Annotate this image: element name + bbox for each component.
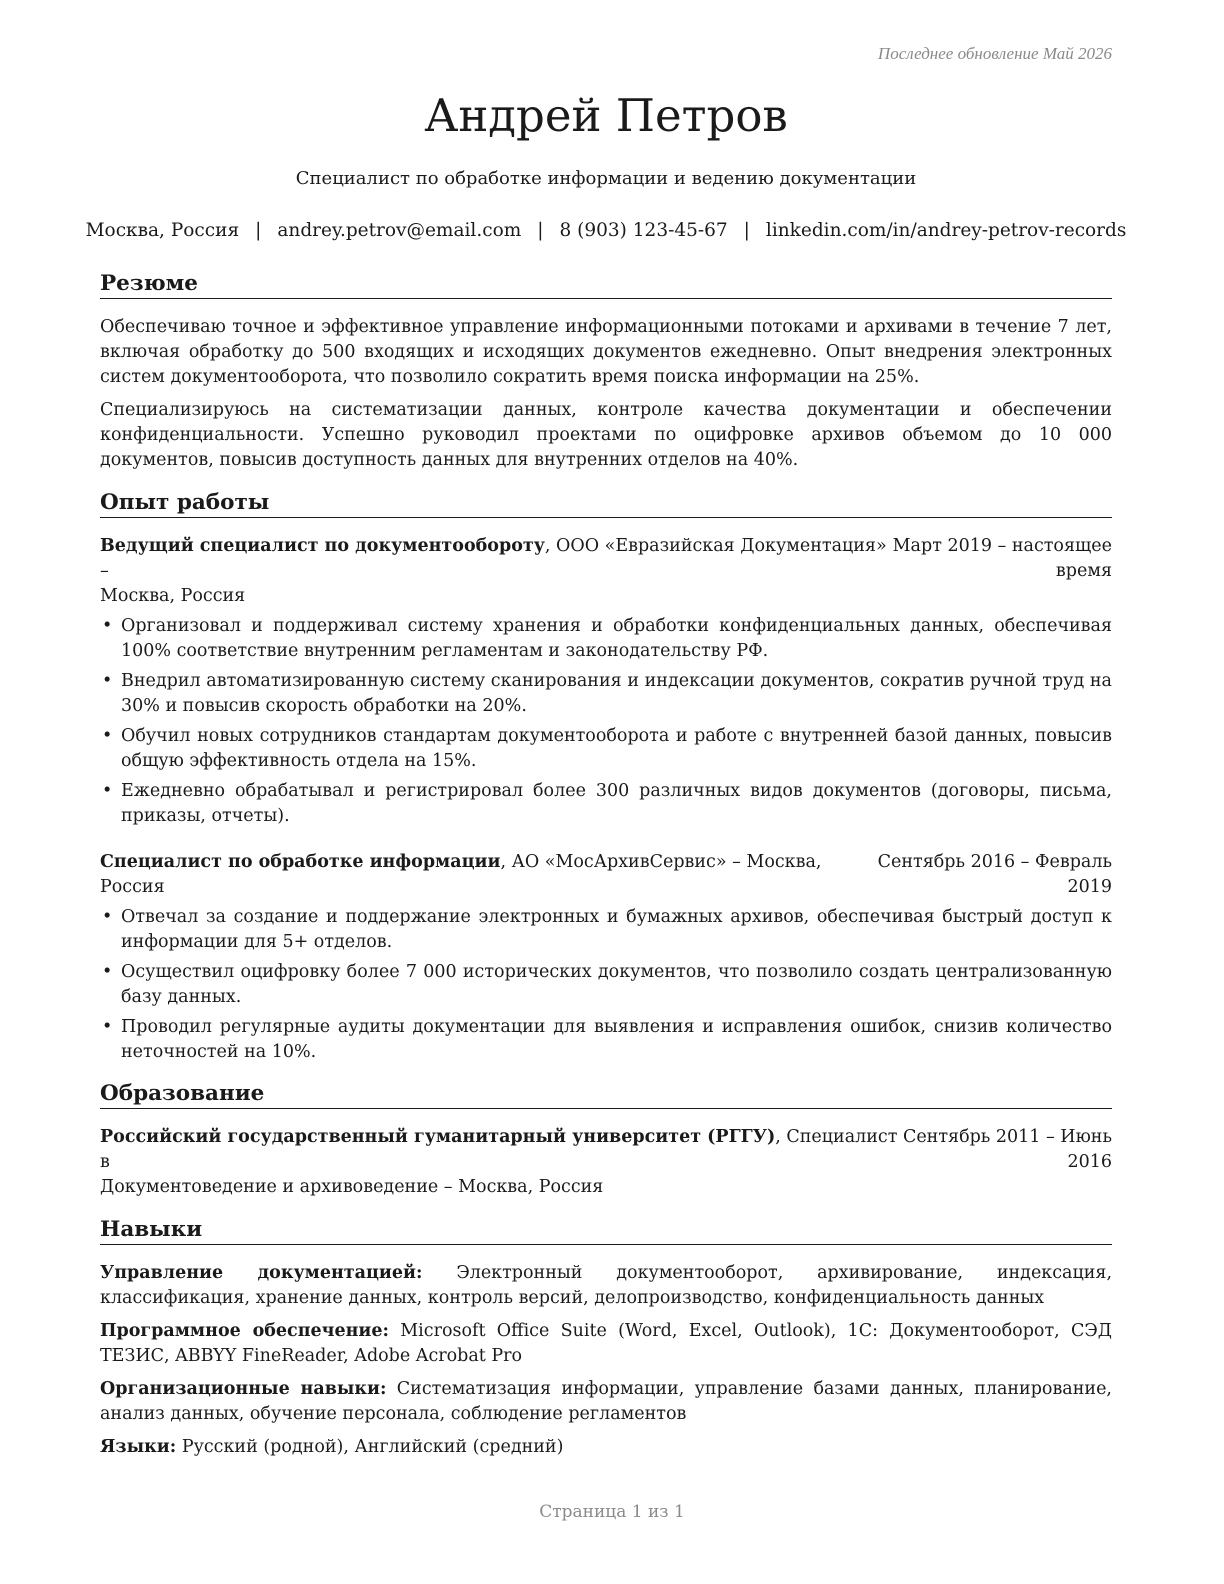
- job-dates: Март 2019 – настоящее: [892, 536, 1112, 556]
- resume-body: [100, 270, 1112, 1468]
- job-bullet: • Осуществил оцифровку более 7 000 исторических документов, что позволило создать централизованную базу данных.: [100, 960, 1112, 1010]
- job-header: [100, 850, 1112, 900]
- job-role: Ведущий специалист по документообороту: [100, 536, 545, 556]
- contact-email[interactable]: andrey.petrov@email.com: [277, 220, 522, 241]
- contact-separator: |: [255, 220, 262, 241]
- job-bullet: • Организовал и поддерживал систему хранения и обработки конфиденциальных данных, обеспечивая 100% соответствие внутренним регламентам и законодательству РФ.: [100, 614, 1112, 664]
- skill-label: Языки:: [100, 1437, 177, 1457]
- last-updated: Последнее обновление Май 2026: [877, 44, 1112, 63]
- skill-label: Управление документацией:: [100, 1263, 423, 1283]
- job-bullets: [100, 905, 1112, 1065]
- job-bullet: • Ежедневно обрабатывал и регистрировал более 300 различных видов документов (договоры, письма, приказы, отчеты).: [100, 779, 1112, 829]
- job-entry: [100, 850, 1112, 1065]
- skill-value: Систематизация информации, управление базами данных, планирование, анализ данных, обучение персонала, соблюдение регламентов: [100, 1379, 1112, 1424]
- job-company: , ООО «Евразийская Документация» –: [100, 536, 887, 581]
- contact-phone[interactable]: 8 (903) 123-45-67: [559, 220, 728, 241]
- skill-item: [100, 1377, 1112, 1427]
- job-role: Специалист по обработке информации: [100, 852, 501, 872]
- skill-value: Microsoft Office Suite (Word, Excel, Outlook), 1С: Документооборот, СЭД ТЕЗИС, ABBYY FineReader, Adobe Acrobat Pro: [100, 1321, 1112, 1366]
- job-bullet: • Проводил регулярные аудиты документации для выявления и исправления ошибок, снизив количество неточностей на 10%.: [100, 1015, 1112, 1065]
- skill-value: Электронный документооборот, архивирование, индексация, классификация, хранение данных, контроль версий, делопроизводство, конфиденциальность данных: [100, 1263, 1113, 1308]
- job-dates: Сентябрь 2016 – Февраль: [877, 852, 1112, 872]
- education-dates: Сентябрь 2011 – Июнь: [902, 1127, 1112, 1147]
- contact-line: [80, 218, 1132, 244]
- section-title-skills: Навыки: [100, 1216, 1112, 1245]
- contact-location: Москва, Россия: [85, 220, 240, 241]
- headline: Специалист по обработке информации и ведению документации: [295, 168, 917, 189]
- section-title-summary: Резюме: [100, 270, 1112, 299]
- job-header: [100, 534, 1112, 609]
- job-bullet: • Отвечал за создание и поддержание электронных и бумажных архивов, обеспечивая быстрый доступ к информации для 5+ отделов.: [100, 905, 1112, 955]
- skill-label: Программное обеспечение:: [100, 1321, 389, 1341]
- person-name: Андрей Петров: [424, 89, 788, 142]
- skill-label: Организационные навыки:: [100, 1379, 387, 1399]
- education-program: Документоведение и архивоведение – Москва, Россия: [100, 1177, 604, 1197]
- job-dates-cont: 2019: [1067, 877, 1112, 897]
- job-dates-cont: время: [1055, 561, 1112, 581]
- job-bullet: • Внедрил автоматизированную систему сканирования и индексации документов, сократив ручной труд на 30% и повысив скорость обработки на 20%.: [100, 669, 1112, 719]
- contact-linkedin[interactable]: linkedin.com/in/andrey-petrov-records: [765, 220, 1127, 241]
- education-school: Российский государственный гуманитарный университет (РГГУ): [100, 1127, 776, 1147]
- skill-value: Русский (родной), Английский (средний): [181, 1437, 564, 1457]
- job-entry: [100, 534, 1112, 829]
- skill-item: [100, 1435, 1112, 1460]
- section-title-experience: Опыт работы: [100, 489, 1112, 518]
- contact-separator: |: [743, 220, 750, 241]
- contact-separator: |: [537, 220, 544, 241]
- education-degree: , Специалист в: [100, 1127, 898, 1172]
- education-entry: [100, 1125, 1112, 1200]
- job-company: , АО «МосАрхивСервис» – Москва, Россия: [100, 852, 822, 897]
- job-bullets: [100, 614, 1112, 829]
- page-number: Страница 1 из 1: [539, 1502, 685, 1522]
- job-location: Москва, Россия: [100, 586, 246, 606]
- skill-item: [100, 1319, 1112, 1369]
- summary-paragraph: Обеспечиваю точное и эффективное управление информационными потоками и архивами в течение 7 лет, включая обработку до 500 входящих и исходящих документов ежедневно. Опыт внедрения электронных систем документооборота, что позволило сократить время поиска информации на 25%.: [100, 317, 1112, 387]
- job-bullet: • Обучил новых сотрудников стандартам документооборота и работе с внутренней базой данных, повысив общую эффективность отдела на 15%.: [100, 724, 1112, 774]
- education-dates-cont: 2016: [1067, 1152, 1112, 1172]
- summary-paragraph: Специализируюсь на систематизации данных, контроле качества документации и обеспечении конфиденциальности. Успешно руководил проектами по оцифровке архивов объемом до 10 000 документов, повысив доступность данных для внутренних отделов на 40%.: [100, 400, 1112, 470]
- section-title-education: Образование: [100, 1080, 1112, 1109]
- skill-item: [100, 1261, 1112, 1311]
